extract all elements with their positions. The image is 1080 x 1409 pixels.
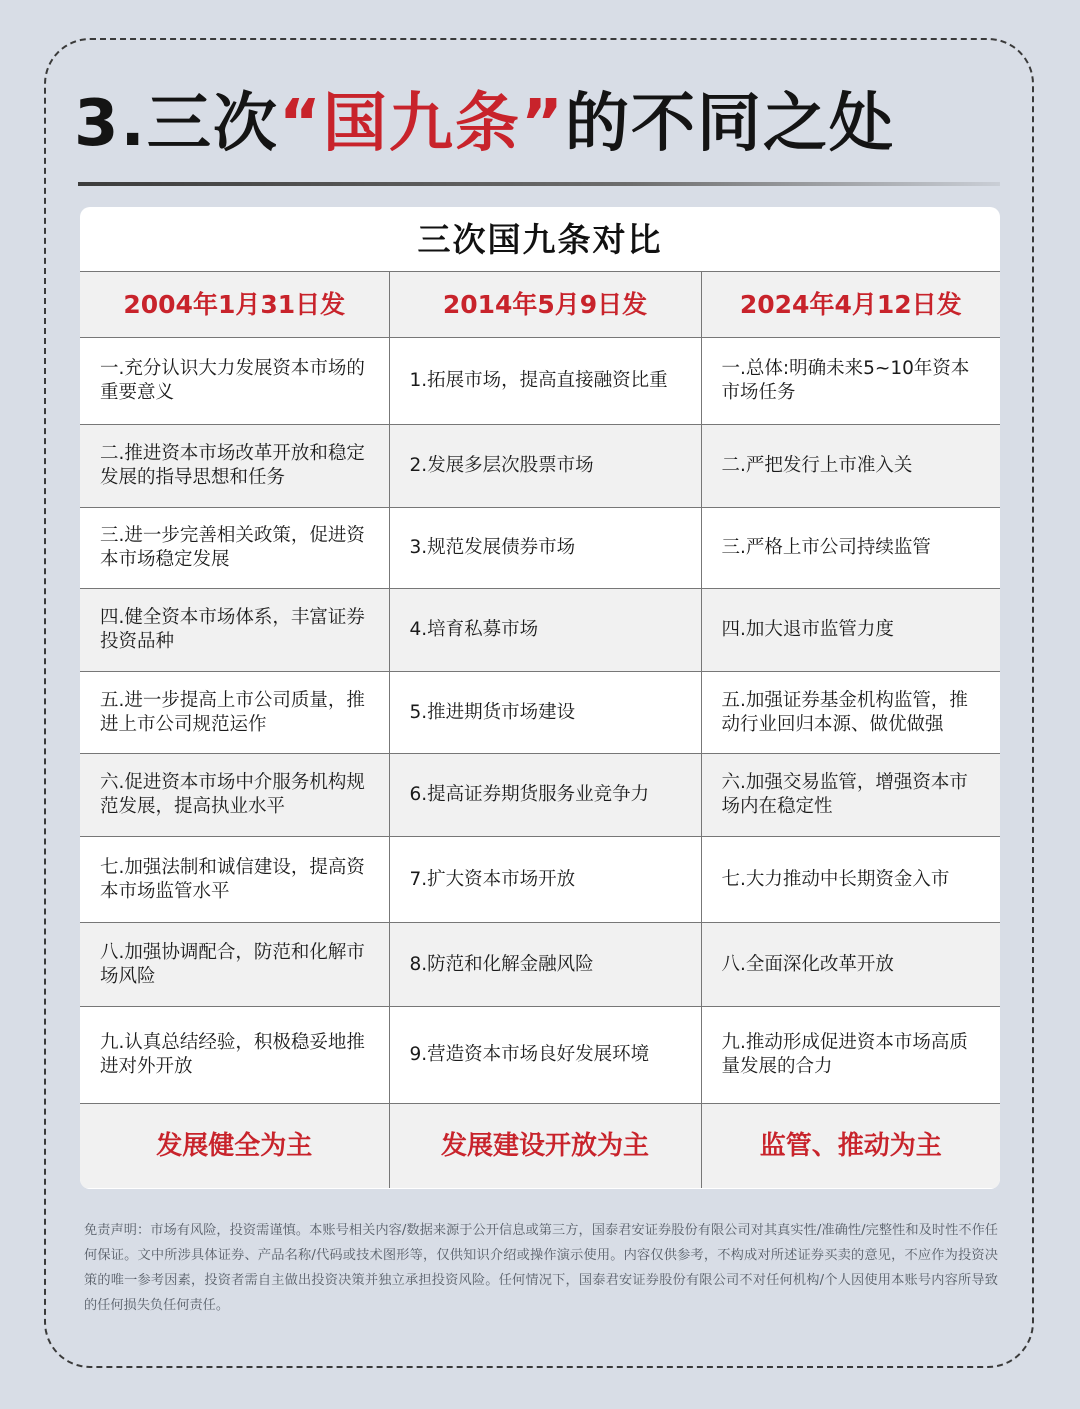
title-suffix: 的不同之处 [564, 87, 895, 161]
table-row [80, 837, 1000, 923]
table-row [80, 672, 1000, 754]
header-row [80, 272, 1000, 338]
cell-2004: 一.充分认识大力发展资本市场的重要意义 [80, 338, 389, 425]
table-row [80, 338, 1000, 425]
disclaimer-text: 免责声明：市场有风险，投资需谨慎。本账号相关内容/数据来源于公开信息或第三方，国泰君安证券股份有限公司对其真实性/准确性/完整性和及时性不作任何保证。文中所涉具体证券、产品名称/代码或技术图形等，仅供知识介绍或操作演示使用。内容仅供参考，不构成对所述证券买卖的意见，不应作为投资决策的唯一参考因素，投资者需自主做出投资决策并独立承担投资风险。任何情况下，国泰君安证券股份有限公司不对任何机构/个人因使用本账号内容所导致的任何损失负任何责任。 [84, 1223, 998, 1313]
title-prefix: 3.三次 [74, 87, 279, 161]
cell-2024: 八.全面深化改革开放 [701, 923, 1000, 1007]
cell-2024: 七.大力推动中长期资金入市 [701, 837, 1000, 923]
cell-2024: 二.严把发行上市准入关 [701, 425, 1000, 508]
cell-2004: 三.进一步完善相关政策，促进资本市场稳定发展 [80, 508, 389, 589]
table-row [80, 1007, 1000, 1104]
header-2004: 2004年1月31日发 [80, 272, 389, 338]
cell-2014: 6.提高证券期货服务业竞争力 [389, 754, 701, 837]
cell-2014: 2.发展多层次股票市场 [389, 425, 701, 508]
table-row [80, 589, 1000, 672]
cell-2024: 九.推动形成促进资本市场高质量发展的合力 [701, 1007, 1000, 1104]
cell-2024: 一.总体:明确未来5~10年资本市场任务 [701, 338, 1000, 425]
cell-2024: 四.加大退市监管力度 [701, 589, 1000, 672]
cell-2024: 六.加强交易监管，增强资本市场内在稳定性 [701, 754, 1000, 837]
header-2024: 2024年4月12日发 [701, 272, 1000, 338]
table-caption: 三次国九条对比 [80, 207, 1000, 272]
page-title [74, 78, 895, 170]
cell-2024: 五.加强证券基金机构监管，推动行业回归本源、做优做强 [701, 672, 1000, 754]
cell-2014: 4.培育私募市场 [389, 589, 701, 672]
table-row [80, 923, 1000, 1007]
cell-2014: 7.扩大资本市场开放 [389, 837, 701, 923]
cell-2004: 四.健全资本市场体系，丰富证券投资品种 [80, 589, 389, 672]
cell-2004: 八.加强协调配合，防范和化解市场风险 [80, 923, 389, 1007]
cell-2004: 六.促进资本市场中介服务机构规范发展，提高执业水平 [80, 754, 389, 837]
table-row [80, 508, 1000, 589]
cell-2004: 二.推进资本市场改革开放和稳定发展的指导思想和任务 [80, 425, 389, 508]
summary-2004: 发展健全为主 [80, 1104, 389, 1189]
summary-row [80, 1104, 1000, 1189]
cell-2014: 9.营造资本市场良好发展环境 [389, 1007, 701, 1104]
header-2014: 2014年5月9日发 [389, 272, 701, 338]
title-divider [78, 182, 1000, 186]
cell-2024: 三.严格上市公司持续监管 [701, 508, 1000, 589]
cell-2004: 九.认真总结经验，积极稳妥地推进对外开放 [80, 1007, 389, 1104]
cell-2004: 五.进一步提高上市公司质量，推进上市公司规范运作 [80, 672, 389, 754]
cell-2014: 5.推进期货市场建设 [389, 672, 701, 754]
title-highlight: “国九条” [278, 87, 565, 161]
cell-2014: 8.防范和化解金融风险 [389, 923, 701, 1007]
comparison-card [80, 207, 1000, 1189]
table-row [80, 754, 1000, 837]
cell-2014: 3.规范发展债券市场 [389, 508, 701, 589]
table-row [80, 425, 1000, 508]
comparison-table [80, 272, 1000, 1188]
cell-2014: 1.拓展市场，提高直接融资比重 [389, 338, 701, 425]
summary-2024: 监管、推动为主 [701, 1104, 1000, 1189]
summary-2014: 发展建设开放为主 [389, 1104, 701, 1189]
cell-2004: 七.加强法制和诚信建设，提高资本市场监管水平 [80, 837, 389, 923]
